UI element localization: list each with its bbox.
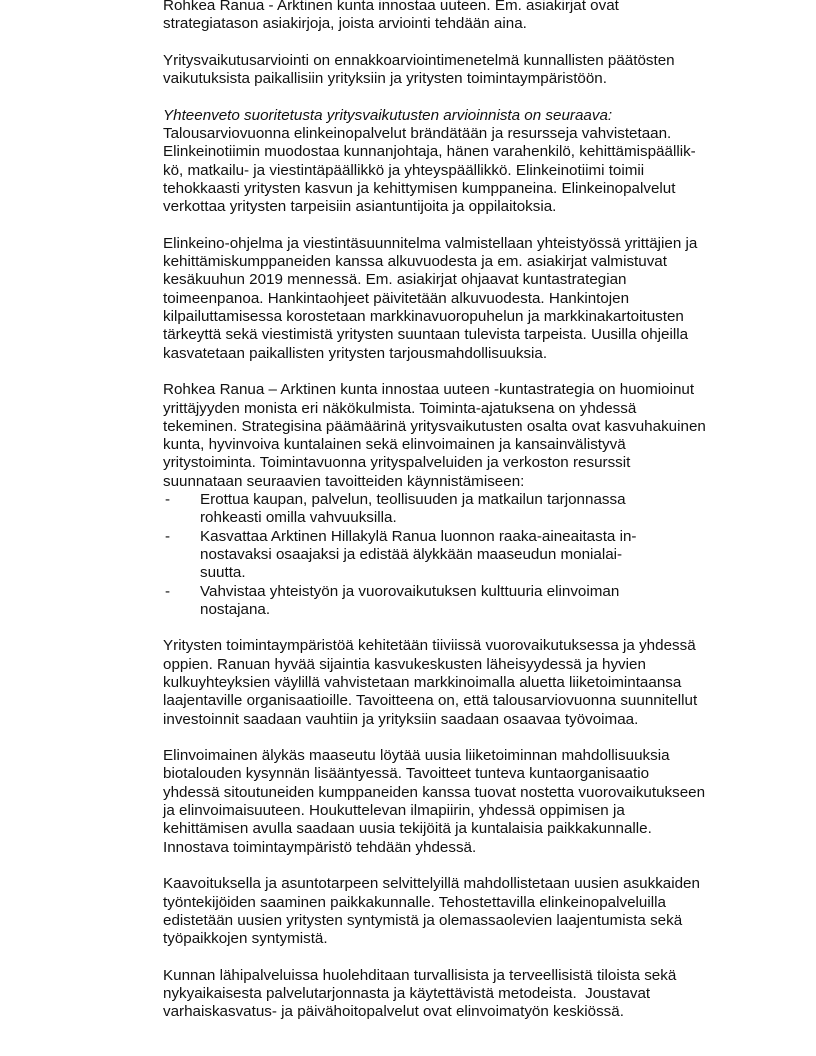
- text-line: nostajana.: [200, 600, 271, 618]
- text-line: tärkeyttä sekä viestimistä yritysten suuntaan tulevista tarpeista. Uusilla ohjeilla: [163, 326, 689, 344]
- paragraph-smart-countryside: [163, 747, 783, 857]
- text-line: kesäkuuhun 2019 mennessä. Em. asiakirjat ohjaavat kuntastrategian: [163, 271, 627, 289]
- summary-heading: Yhteenveto suoritetusta yritysvaikutusten arvioinnista on seuraava:: [163, 106, 613, 124]
- text-line: kasvatetaan paikallisten yritysten tarjousmahdollisuuksia.: [163, 344, 548, 362]
- text-line: kö, matkailu- ja viestintäpäällikkö ja yhteyspäällikkö. Elinkeinotiimi toimii: [163, 161, 645, 179]
- text-line: rohkeasti omilla vahvuuksilla.: [200, 509, 397, 527]
- text-line: yrittäjyyden monista eri näkökulmista. Toiminta-ajatuksena on yhdessä: [163, 399, 637, 417]
- text-line: suutta.: [200, 564, 246, 582]
- text-line: kilpailuttamisessa korostetaan markkinavuoropuhelun ja markkinakartoitusten: [163, 308, 684, 326]
- paragraph-strategy-intro: [163, 0, 783, 34]
- dash-bullet-marker: -: [165, 582, 171, 600]
- text-line: Erottua kaupan, palvelun, teollisuuden ja matkailun tarjonnassa: [200, 491, 626, 509]
- text-line: ja elinvoimaisuuteen. Houkuttelevan ilmapiirin, yhdessä oppimisen ja: [163, 802, 625, 820]
- text-line: Elinkeinotiimin muodostaa kunnanjohtaja, hänen varahenkilö, kehittämispäällik-: [163, 143, 696, 161]
- text-line: kulkuyhteyksien väylillä vahvistetaan markkinoimalla aluetta liiketoimintaansa: [163, 673, 682, 691]
- text-line: Yritysvaikutusarviointi on ennakkoarviointimenetelmä kunnallisten päätösten: [163, 51, 675, 69]
- dash-bullet-marker: -: [165, 491, 171, 509]
- text-line: Elinvoimainen älykäs maaseutu löytää uusia liiketoiminnan mahdollisuuksia: [163, 747, 670, 765]
- text-line: nykyaikaisesta palvelutarjonnasta ja käytettävistä metodeista. Joustavat: [163, 985, 651, 1003]
- text-line: oppien. Ranuan hyvää sijaintia kasvukeskusten läheisyydessä ja hyvien: [163, 655, 646, 673]
- list-item: [163, 528, 783, 583]
- paragraph-business-program: [163, 235, 783, 363]
- paragraph-local-services: [163, 967, 783, 1022]
- paragraph-assessment-definition: [163, 52, 783, 89]
- goals-list: [163, 491, 783, 619]
- text-line: Rohkea Ranua - Arktinen kunta innostaa uuteen. Em. asiakirjat ovat: [163, 0, 619, 14]
- text-line: suunnataan seuraavien tavoitteiden käynnistämiseen:: [163, 472, 525, 490]
- text-line: varhaiskasvatus- ja päivähoitopalvelut ovat elinvoimatyön keskiössä.: [163, 1003, 624, 1021]
- text-line: Elinkeino-ohjelma ja viestintäsuunnitelma valmistellaan yhteistyössä yrittäjien ja: [163, 234, 698, 252]
- text-line: vaikutuksista paikallisiin yrityksiin ja yritysten toimintaympäristöön.: [163, 70, 607, 88]
- text-line: Kaavoituksella ja asuntotarpeen selvittelyillä mahdollistetaan uusien asukkaiden: [163, 875, 700, 893]
- text-line: investoinnit saadaan vauhtiin ja yrityksiin saadaan osaavaa työvoimaa.: [163, 710, 639, 728]
- text-line: kunta, hyvinvoiva kuntalainen sekä elinvoimainen ja kansainvälistyvä: [163, 436, 626, 454]
- text-line: Kunnan lähipalveluissa huolehditaan turvallisista ja terveellisistä tiloista sekä: [163, 966, 677, 984]
- text-line: toimeenpanoa. Hankintaohjeet päivitetään alkuvuodesta. Hankintojen: [163, 289, 630, 307]
- text-line: kehittämisen avulla saadaan uusia tekijöitä ja kuntalaisia paikkakunnalle.: [163, 820, 652, 838]
- paragraph-zoning: [163, 875, 783, 948]
- text-line: yritystoiminta. Toimintavuonna yrityspalveluiden ja verkoston resurssit: [163, 454, 631, 472]
- text-line: työpaikkojen syntymistä.: [163, 930, 328, 948]
- text-line: tehokkaasti yritysten kasvun ja kehittymisen kumppaneina. Elinkeinopalvelut: [163, 179, 676, 197]
- list-item: [163, 583, 783, 620]
- text-line: Yritysten toimintaympäristöä kehitetään tiiviissä vuorovaikutuksessa ja yhdessä: [163, 637, 696, 655]
- text-line: edistetään uusien yritysten syntymistä ja olemassaolevien laajentumista sekä: [163, 911, 683, 929]
- text-line: Vahvistaa yhteistyön ja vuorovaikutuksen kulttuuria elinvoiman: [200, 582, 620, 600]
- text-line: biotalouden kysynnän lisääntyessä. Tavoitteet tunteva kuntaorganisaatio: [163, 765, 650, 783]
- text-line: Talousarviovuonna elinkeinopalvelut brändätään ja resursseja vahvistetaan.: [163, 125, 672, 143]
- text-line: Rohkea Ranua – Arktinen kunta innostaa uuteen -kuntastrategia on huomioinut: [163, 381, 695, 399]
- text-line: verkottaa yritysten tarpeisiin asiantuntijoita ja oppilaitoksia.: [163, 198, 557, 216]
- text-line: kehittämiskumppaneiden kanssa alkuvuodesta ja em. asiakirjat valmistuvat: [163, 253, 667, 271]
- text-line: työntekijöiden saaminen paikkakunnalle. Tehostettavilla elinkeinopalveluilla: [163, 893, 666, 911]
- paragraph-municipal-strategy: [163, 381, 783, 491]
- list-item: [163, 491, 783, 528]
- text-line: Kasvattaa Arktinen Hillakylä Ranua luonnon raaka-aineaitasta in-: [200, 527, 637, 545]
- text-line: yhdessä sitoutuneiden kumppaneiden kanssa tuovat nostetta vuorovaikutukseen: [163, 783, 706, 801]
- text-line: tekeminen. Strategisina päämäärinä yritysvaikutusten osalta ovat kasvuhakuinen: [163, 417, 706, 435]
- text-line: strategiatason asiakirjoja, joista arviointi tehdään aina.: [163, 15, 527, 33]
- text-line: laajentaville organisaatioille. Tavoitteena on, että talousarviovuonna suunnitellut: [163, 692, 698, 710]
- dash-bullet-marker: -: [165, 527, 171, 545]
- paragraph-business-environment: [163, 637, 783, 728]
- document-page: [163, 0, 783, 1040]
- text-line: nostavaksi osaajaksi ja edistää älykkään maaseudun monialai-: [200, 545, 623, 563]
- paragraph-summary: [163, 107, 783, 217]
- text-line: Innostava toimintaympäristö tehdään yhdessä.: [163, 838, 477, 856]
